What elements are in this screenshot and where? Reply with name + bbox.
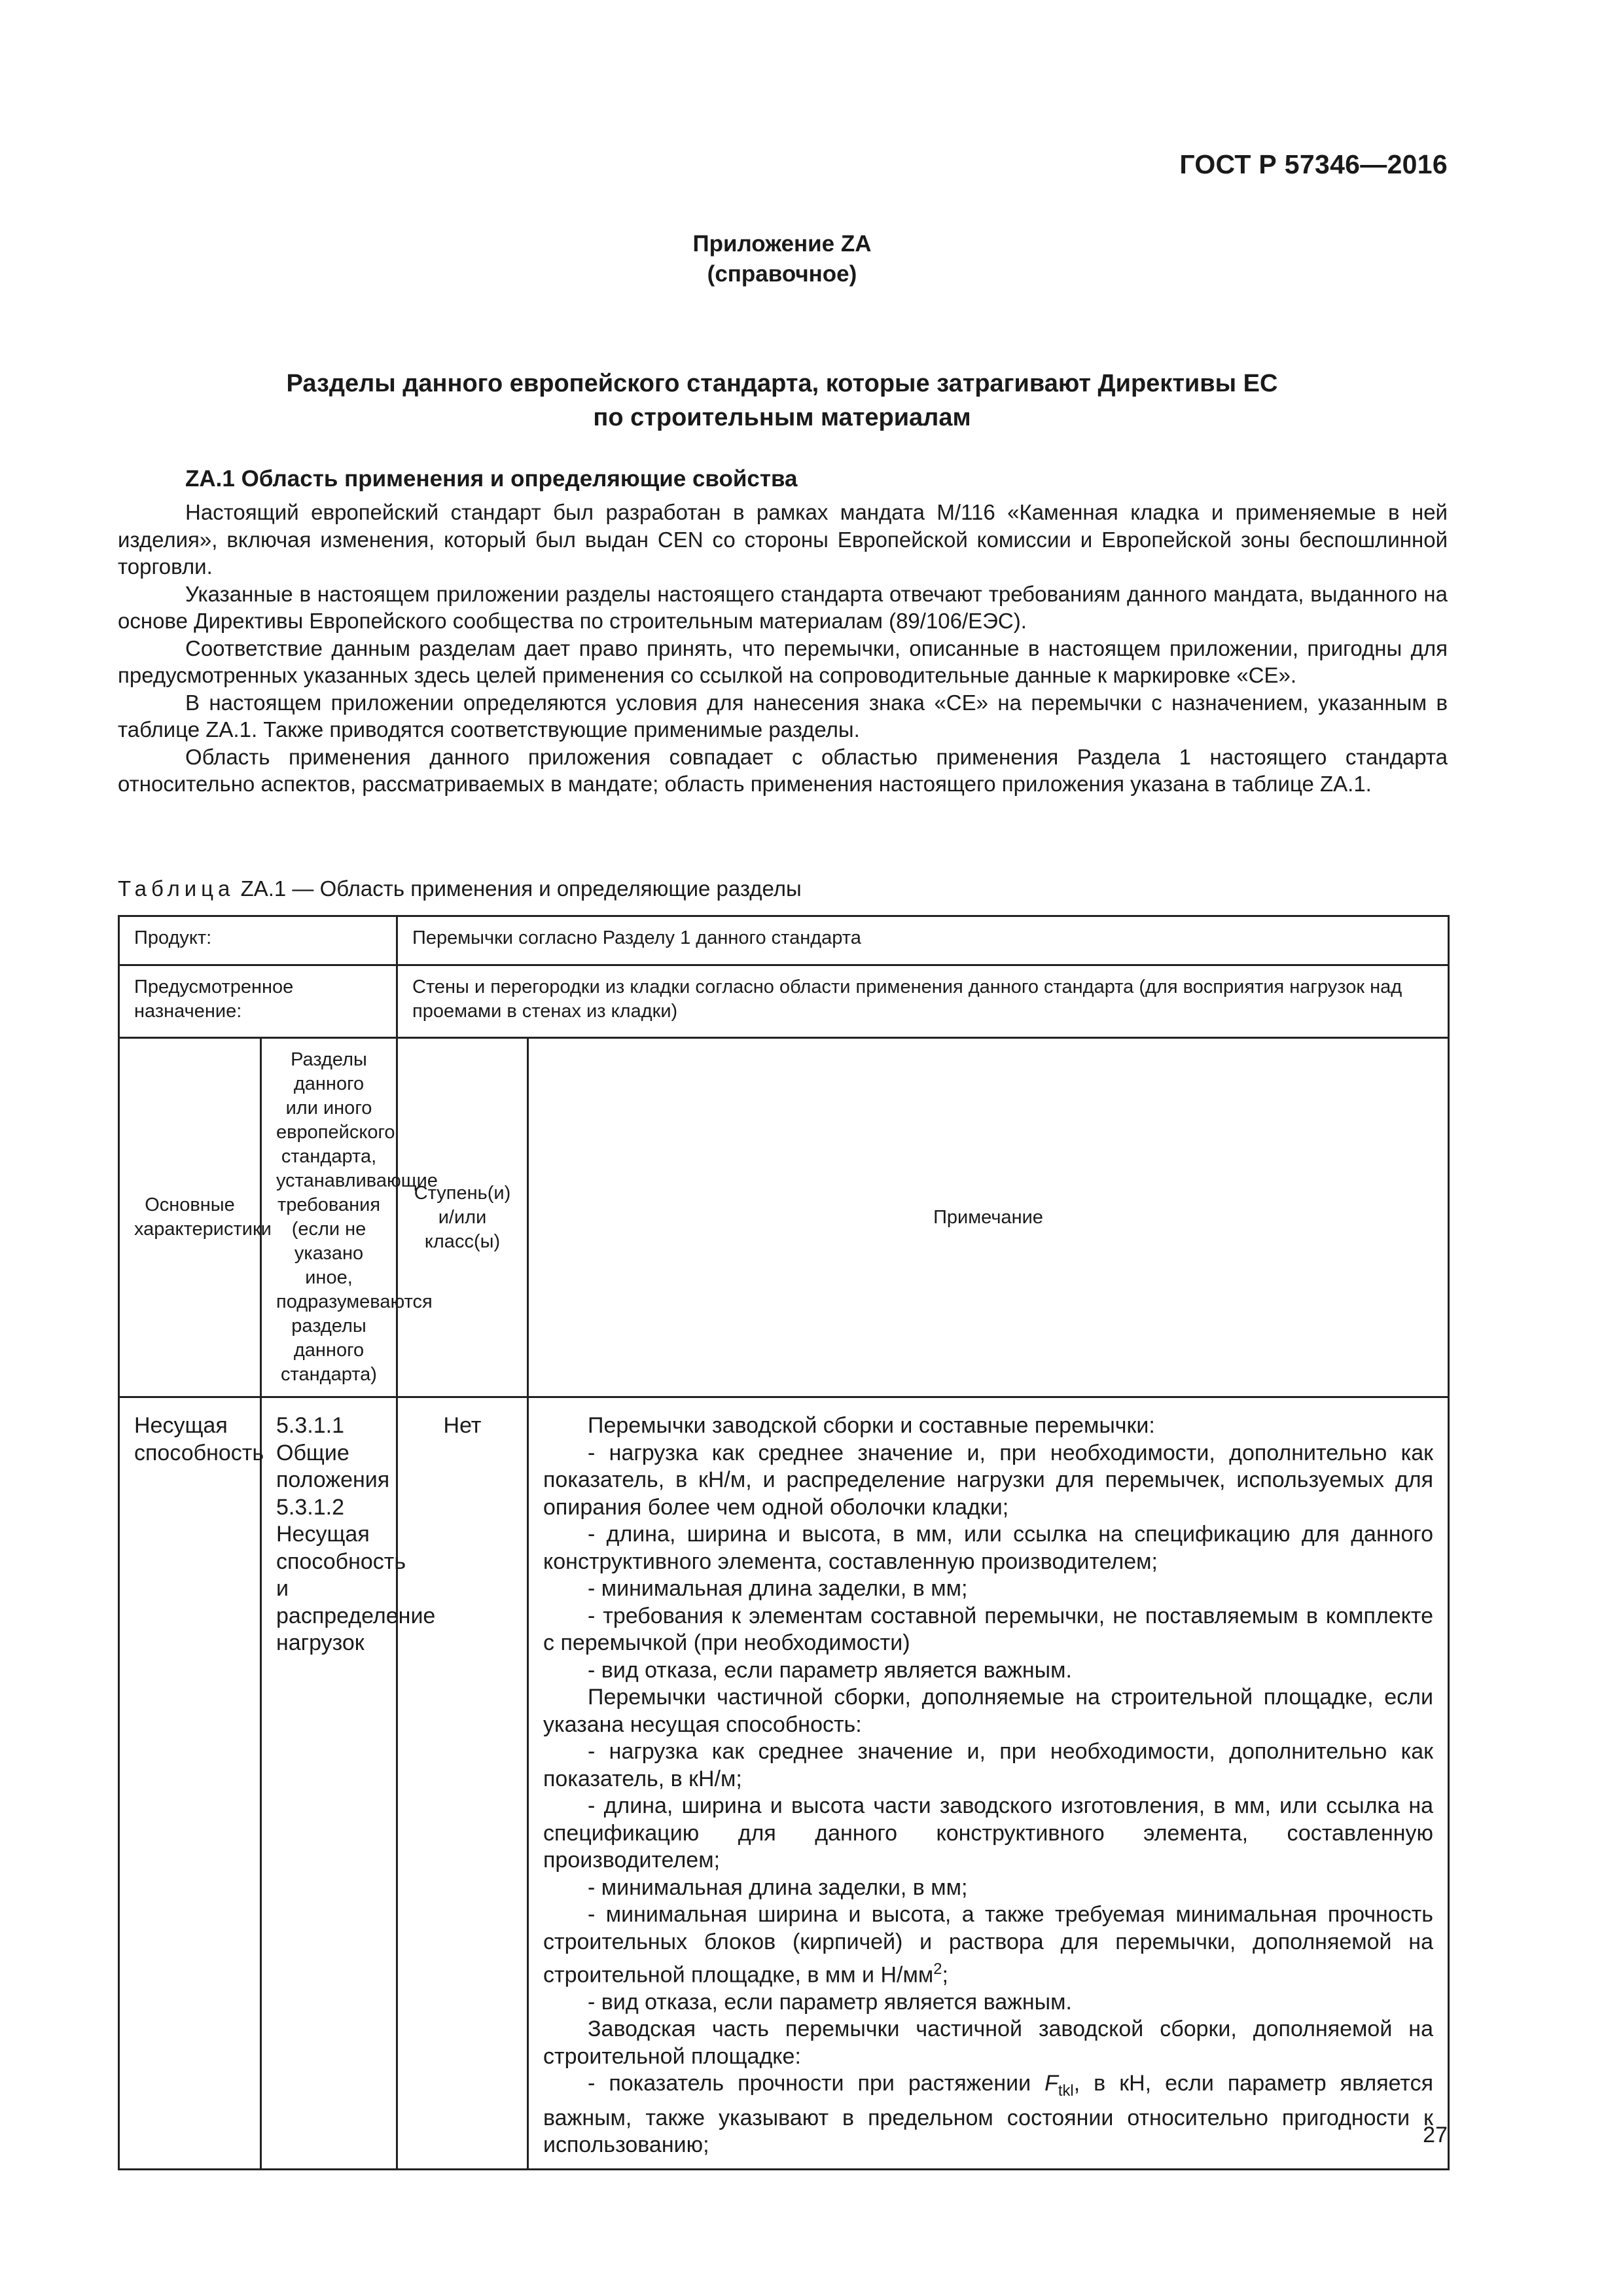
note-line: Заводская часть перемычки частичной заводской сборки, дополняемой на строительной площадке: bbox=[543, 2017, 1433, 2069]
table-caption-text: ZA.1 — Область применения и определяющие разделы bbox=[240, 876, 802, 901]
table-row bbox=[119, 1397, 1449, 2170]
table-row-product bbox=[119, 916, 1449, 965]
note-text: - показатель прочности при растяжении bbox=[588, 2071, 1031, 2096]
section-title-line2: по строительным материалам bbox=[593, 404, 971, 431]
class-cell: Нет bbox=[397, 1397, 528, 2170]
note-line: - минимальная ширина и высота, а также требуемая минимальная прочность строительных блоков (кирпичей) и раствора для перемычки, дополняемой на строительной площадке, в мм и $Н/мм^2$; bbox=[543, 1902, 1433, 1988]
symbol-f: F bbox=[1044, 2071, 1058, 2096]
table-caption-prefix: Таблица bbox=[118, 876, 235, 901]
section-title-line1: Разделы данного европейского стандарта, которые затрагивают Директивы ЕС bbox=[286, 370, 1278, 397]
note-line: Перемычки заводской сборки и составные перемычки: bbox=[588, 1413, 1155, 1438]
paragraph: Указанные в настоящем приложении разделы настоящего стандарта отвечают требованиям данного мандата, выданного на основе Директивы Европейского сообщества по строительным материалам (89/106/ЕЭС). bbox=[118, 581, 1448, 633]
section-ref: 5.3.1.1 Общие положения bbox=[276, 1413, 390, 1492]
page-number: 27 bbox=[1423, 2123, 1448, 2147]
table-header-row bbox=[119, 1038, 1449, 1397]
note-line: - нагрузка как среднее значение и, при необходимости, дополнительно как показатель, в кН/м, и распределение нагрузки для перемычек, используемых для опирания более чем одной оболочки кладки; bbox=[543, 1440, 1433, 1520]
table-row-purpose bbox=[119, 965, 1449, 1038]
product-label: Продукт: bbox=[119, 916, 397, 965]
product-value: Перемычки согласно Разделу 1 данного стандарта bbox=[397, 916, 1449, 965]
paragraph: Соответствие данным разделам дает право принять, что перемычки, описанные в настоящем приложении, пригодны для предусмотренных указанных здесь целей применения со ссылкой на сопроводительные данные к маркировке «СЕ». bbox=[118, 636, 1448, 687]
paragraph: Область применения данного приложения совпадает с областью применения Раздела 1 настоящего стандарта относительно аспектов, рассматриваемых в мандате; область применения настоящего приложения указана в таблице ZA.1. bbox=[118, 744, 1448, 796]
paragraph: Настоящий европейский стандарт был разработан в рамках мандата M/116 «Каменная кладка и применяемые в ней изделия», включая изменения, который был выдан CEN со стороны Европейской комиссии и Европейской зоны беспошлинной торговли. bbox=[118, 500, 1448, 579]
characteristic-cell: Несущая способность bbox=[119, 1397, 261, 2170]
column-header: Основные характеристики bbox=[119, 1038, 261, 1397]
section-ref: 5.3.1.2 Несущая способность и распределение нагрузок bbox=[276, 1494, 436, 1655]
note-text: , в кН, если параметр является важным, также указывают в предельном состоянии относительно пригодности к использованию; bbox=[543, 2071, 1433, 2158]
clause-heading: ZA.1 Область применения и определяющие свойства bbox=[185, 466, 798, 492]
standard-number: ГОСТ Р 57346—2016 bbox=[1179, 149, 1448, 179]
sections-cell bbox=[261, 1397, 436, 2170]
clause-body bbox=[118, 499, 1448, 798]
note-line: - вид отказа, если параметр является важным. bbox=[588, 1657, 1072, 1683]
note-line: - нагрузка как среднее значение и, при необходимости, дополнительно как показатель, в кН/м; bbox=[543, 1739, 1433, 1791]
annex-type: (справочное) bbox=[707, 261, 857, 287]
table-caption bbox=[118, 876, 802, 901]
annex-title bbox=[0, 229, 1564, 289]
annex-name: Приложение ZA bbox=[692, 231, 872, 257]
note-line: Перемычки частичной сборки, дополняемые на строительной площадке, если указана несущая способность: bbox=[543, 1685, 1433, 1737]
notes-cell bbox=[528, 1397, 1449, 2170]
note-line: - вид отказа, если параметр является важным. bbox=[588, 1989, 1072, 2015]
note-line: - требования к элементам составной перемычки, не поставляемым в комплекте с перемычкой (при необходимости) bbox=[543, 1603, 1433, 1655]
note-line: - длина, ширина и высота, в мм, или ссылка на спецификацию для данного конструктивного элемента, составленную производителем; bbox=[543, 1522, 1433, 1574]
purpose-label: Предусмотренное назначение: bbox=[119, 965, 397, 1038]
column-header: Примечание bbox=[528, 1038, 1449, 1397]
column-header: Ступень(и) и/или класс(ы) bbox=[397, 1038, 528, 1397]
note-line: - длина, ширина и высота части заводского изготовления, в мм, или ссылка на спецификацию для данного конструктивного элемента, составленную производителем; bbox=[543, 1793, 1433, 1873]
table-za1 bbox=[118, 915, 1450, 2170]
note-text: - минимальная ширина и высота, а также требуемая минимальная прочность строительных блоков (кирпичей) и раствора для перемычки, дополняемой на строительной площадке, в мм и Н/мм bbox=[543, 1902, 1433, 1988]
note-line: - минимальная длина заделки, в мм; bbox=[588, 1576, 968, 1601]
note-line bbox=[543, 2070, 1433, 2159]
section-title bbox=[0, 367, 1564, 435]
symbol-subscript: tkl bbox=[1058, 2082, 1074, 2100]
paragraph: В настоящем приложении определяются условия для нанесения знака «СЕ» на перемычки с назначением, указанным в таблице ZA.1. Также приводятся соответствующие применимые разделы. bbox=[118, 690, 1448, 742]
superscript: 2 bbox=[933, 1960, 942, 1978]
note-line: - минимальная длина заделки, в мм; bbox=[588, 1874, 968, 1900]
column-header: Разделы данного или иного европейского стандарта, устанавливающие требования (если не указано иное, подразумеваются разделы данного стандарта) bbox=[261, 1038, 397, 1397]
purpose-value: Стены и перегородки из кладки согласно области применения данного стандарта (для восприятия нагрузок над проемами в стенах из кладки) bbox=[397, 965, 1449, 1038]
